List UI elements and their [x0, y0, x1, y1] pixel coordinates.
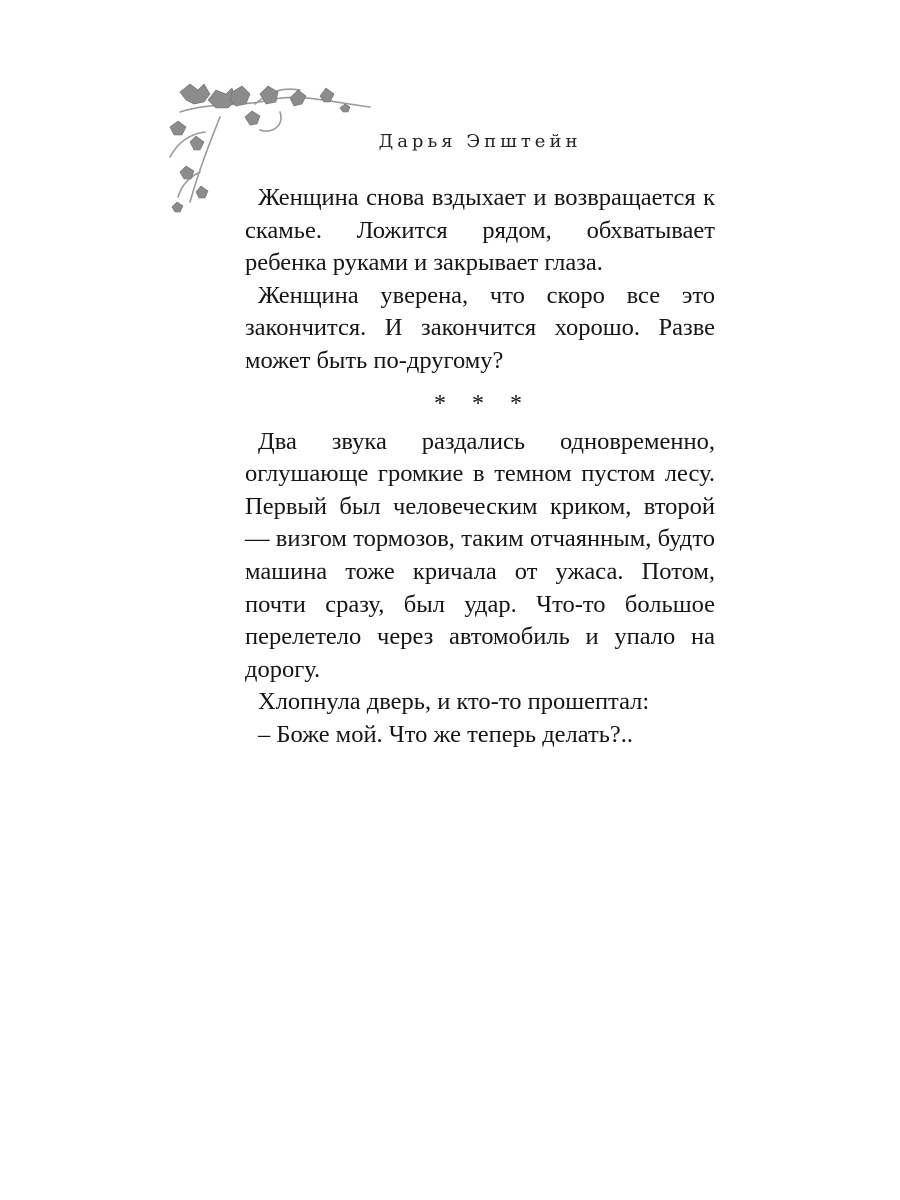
- section-separator: * * *: [434, 390, 532, 417]
- paragraph: Женщина уверена, что скоро все это закончится. И закончится хорошо. Разве может быть по-другому?: [245, 281, 715, 374]
- running-head-author: Дарья Эпштейн: [378, 131, 582, 152]
- dialogue-line: – Боже мой. Что же теперь делать?..: [258, 720, 634, 748]
- page-body: [245, 182, 715, 752]
- paragraph: Женщина снова вздыхает и возвращается к скамье. Ложится рядом, обхватывает ребенка руками и закрывает глаза.: [245, 184, 715, 277]
- paragraph: Два звука раздались одновременно, оглушающе громкие в темном пустом лесу. Первый был человеческим криком, второй — визгом тормозов, таким отчаянным, будто машина тоже кричала от ужаса. Потом, почти сразу, был удар. Что-то большое перелетело через автомобиль и упало на дорогу.: [245, 427, 715, 683]
- paragraph: Хлопнула дверь, и кто-то прошептал:: [258, 688, 650, 716]
